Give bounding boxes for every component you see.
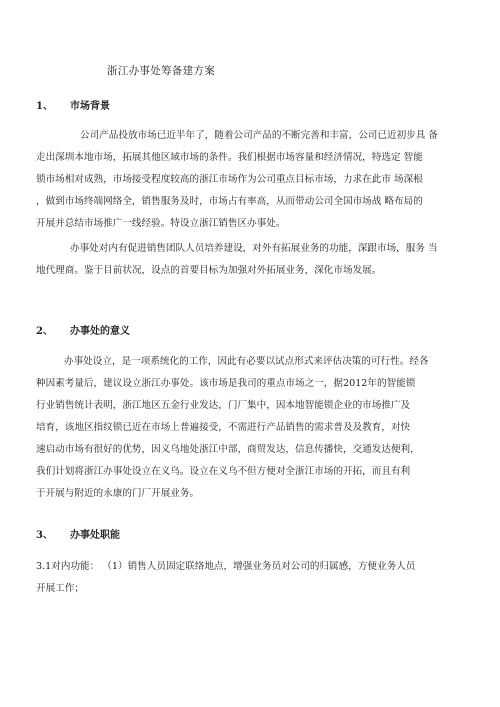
paragraph-line: 开展并总结市场推广一线经验。特设立浙江销售区办事处。 xyxy=(36,218,286,229)
paragraph-line: 走出深圳本地市场，拓展其他区域市场的条件。我们根据市场容量和经济情况，特选定 智能 xyxy=(36,152,423,163)
document-title: 浙江办事处筹备建方案 xyxy=(107,65,215,77)
section-title: 办事处职能 xyxy=(70,530,120,541)
paragraph-line: 种因素考量后，建议设立浙江办事处。该市场是我司的重点市场之一，据2012年的智能锁 xyxy=(36,378,416,389)
section-number: 2、 xyxy=(36,326,53,337)
paragraph-line: 于开展与附近的永康的门厂开展业务。 xyxy=(36,488,200,499)
section-heading-market-background xyxy=(36,97,110,112)
paragraph-line: 速启动市场有很好的优势，因义乌地处浙江中部，商贸发达，信息传播快，交通发达便利， xyxy=(36,444,420,455)
paragraph-office-functions-1 xyxy=(36,556,466,600)
paragraph-line: 公司产品投放市场已近半年了，随着公司产品的不断完善和丰富，公司已近初步具 备 xyxy=(80,130,439,141)
paragraph-market-background-1 xyxy=(36,125,466,235)
paragraph-office-significance-1 xyxy=(36,351,466,505)
paragraph-line: 办事处设立，是一项系统化的工作，因此有必要以试点形式来评估决策的可行性。经各 xyxy=(64,356,429,367)
paragraph-line: 办事处对内有促进销售团队人员培养建设，对外有拓展业务的功能，深跟市场，服务 当 xyxy=(70,243,438,254)
section-title: 市场背景 xyxy=(70,101,110,112)
paragraph-line: 3.1对内功能： （1）销售人员固定联络地点，增强业务员对公司的归属感，方便业务人员 xyxy=(36,561,416,572)
section-number: 1、 xyxy=(36,101,53,112)
paragraph-line: 行业销售统计表明，浙江地区五金行业发达，门厂集中，因本地智能锁企业的市场推广及 xyxy=(36,400,411,411)
paragraph-line: 地代理商。鉴于目前状况，设点的首要目标为加强对外拓展业务，深化市场发展。 xyxy=(36,265,382,276)
paragraph-line: 我们计划将浙江办事处设立在义乌。设立在义乌不但方便对全浙江市场的开拓，而且有利 xyxy=(36,466,411,477)
section-heading-office-significance xyxy=(36,322,130,337)
paragraph-line: 培育，该地区指纹锁已近在市场上普遍接受，不需进行产品销售的需求普及及教育，对快 xyxy=(36,422,411,433)
paragraph-line: ，做到市场终端网络全，销售服务及时，市场占有率高，从而带动公司全国市场战 略布局的 xyxy=(36,196,423,207)
section-heading-office-functions xyxy=(36,526,120,541)
section-number: 3、 xyxy=(36,530,53,541)
paragraph-market-background-2 xyxy=(36,238,466,282)
section-title: 办事处的意义 xyxy=(70,326,130,337)
paragraph-line: 开展工作； xyxy=(36,583,84,594)
paragraph-line: 锁市场相对成熟，市场接受程度较高的浙江市场作为公司重点目标市场，力求在此市 场深根 xyxy=(36,174,423,185)
